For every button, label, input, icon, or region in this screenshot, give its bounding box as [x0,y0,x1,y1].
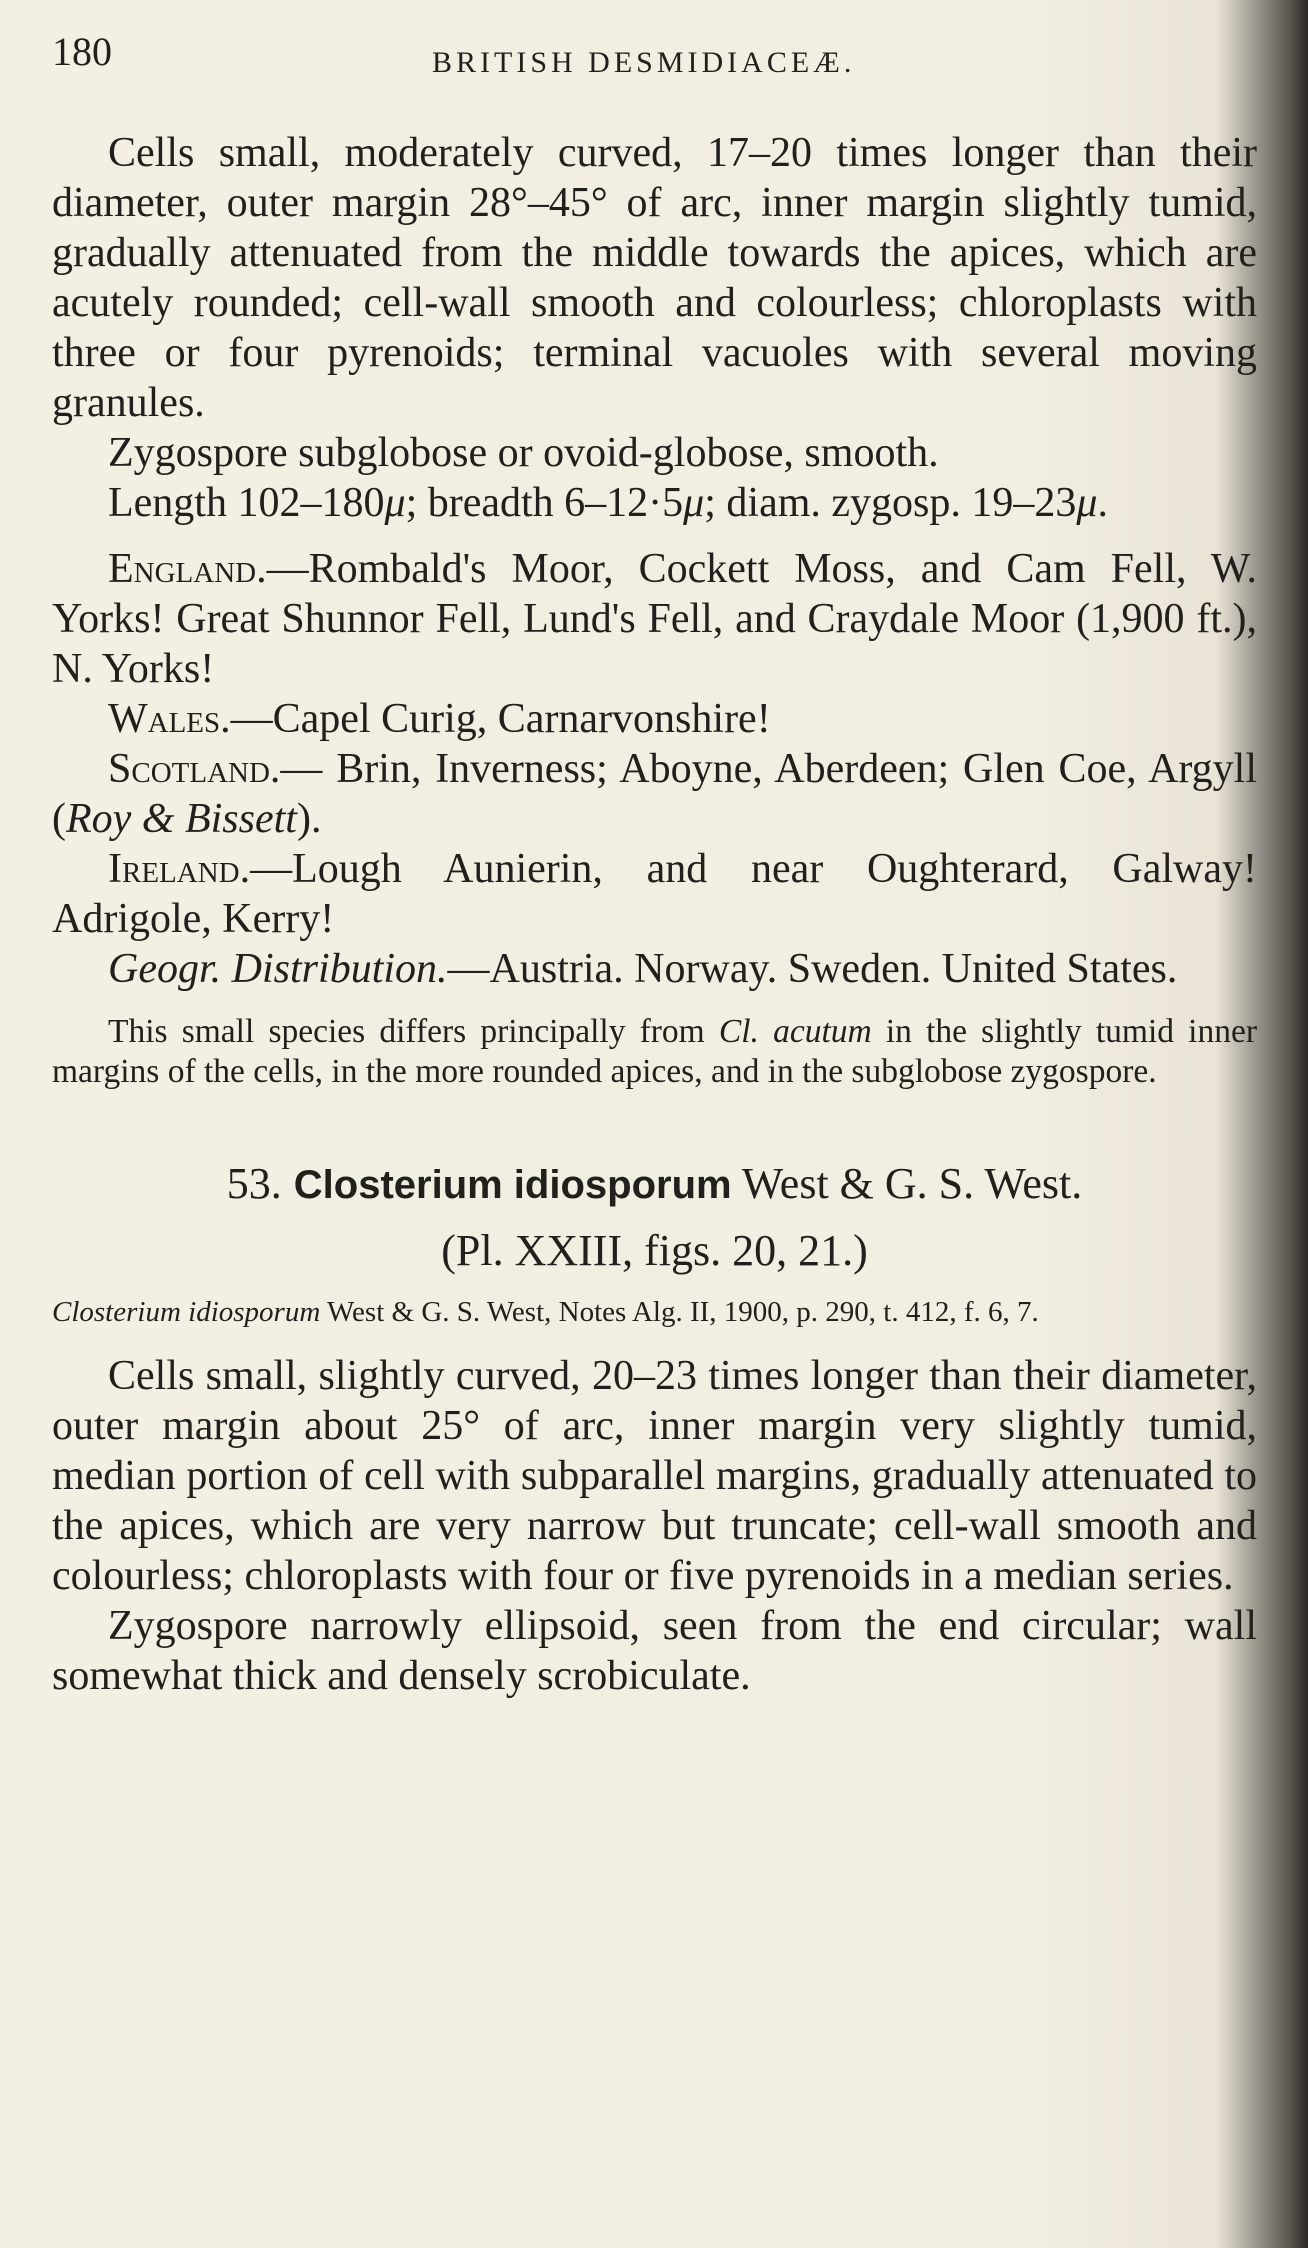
plate-reference: (Pl. XXIII, figs. 20, 21.) [441,1226,868,1275]
prev-species-measurements [52,478,1257,528]
wales-label: Wales. [108,696,231,742]
ireland-label: Ireland. [108,846,251,892]
prev-species-zygospore: Zygospore subglobose or ovoid-globose, smooth. [108,430,939,476]
locality-ireland [52,844,1257,944]
page-number: 180 [52,29,112,74]
geographic-distribution [52,944,1257,994]
geogr-text: —Austria. Norway. Sweden. United States. [447,946,1178,992]
species-zygospore: Zygospore narrowly ellipsoid, seen from the end circular; wall somewhat thick and densely scrobiculate. [52,1603,1257,1699]
locality-wales [52,694,1257,744]
species-authority: West & G. S. West. [731,1159,1083,1208]
geogr-label: Geogr. Distribution. [108,946,448,992]
breadth-text: ; breadth 6–12·5 [405,480,684,526]
wales-text: —Capel Curig, Carnarvonshire! [230,696,771,742]
micron-symbol: μ [384,480,406,526]
note-before: This small species differs principally from [108,1013,719,1050]
note-species: Cl. acutum [718,1013,872,1050]
prev-species-description: Cells small, moderately curved, 17–20 times longer than their diameter, outer margin 28°–45° of arc, inner margin slightly tumid, gradually attenuated from the middle towards the apices, which are acutely rounded; cell-wall smooth and colourless; chloroplasts with three or four pyrenoids; terminal vacuoles with several moving granules. [52,130,1257,426]
scotland-authority: Roy & Bissett [66,796,297,842]
scotland-label: Scotland. [108,746,281,792]
england-label: England. [108,546,267,592]
scotland-text: — Brin, Inverness; Aboyne, Aberdeen; Glen Coe, Argyll ( [52,746,1257,842]
species-description: Cells small, slightly curved, 20–23 times longer than their diameter, outer margin about 25° of arc, inner margin very slightly tumid, median portion of cell with subparallel margins, gradually attenuated to the apices, which are very narrow but truncate; cell-wall smooth and colourless; chloroplasts with four or five pyrenoids in a median series. [52,1353,1257,1599]
diam-text: ; diam. zygosp. 19–23 [704,480,1077,526]
england-text: —Rombald's Moor, Cockett Moss, and Cam Fell, W. Yorks! Great Shunnor Fell, Lund's Fell, and Craydale Moor (1,900 ft.), N. Yorks! [52,546,1257,692]
locality-england [52,544,1257,694]
species-name: Closterium idiosporum [293,1163,732,1207]
micron-symbol: μ [1076,480,1098,526]
species-note [52,1012,1257,1092]
micron-symbol: μ [683,480,705,526]
measurements-end: . [1097,480,1108,526]
species-number: 53. [226,1159,282,1208]
synonym-name: Closterium idiosporum [52,1296,321,1328]
running-title: BRITISH DESMIDIACEÆ. [432,46,856,79]
page-body [52,128,1257,1701]
scotland-end: ). [296,796,322,842]
synonym-citation [52,1295,1257,1329]
running-head [52,28,892,88]
ireland-text: —Lough Aunierin, and near Oughterard, Galway! Adrigole, Kerry! [52,846,1257,942]
species-heading [52,1156,1257,1213]
note-after: in the slightly tumid inner margins of the cells, in the more rounded apices, and in the subglobose zygospore. [52,1013,1257,1090]
locality-scotland [52,744,1257,844]
length-text: Length 102–180 [108,480,385,526]
synonym-ref: West & G. S. West, Notes Alg. II, 1900, p. 290, t. 412, f. 6, 7. [320,1296,1039,1328]
